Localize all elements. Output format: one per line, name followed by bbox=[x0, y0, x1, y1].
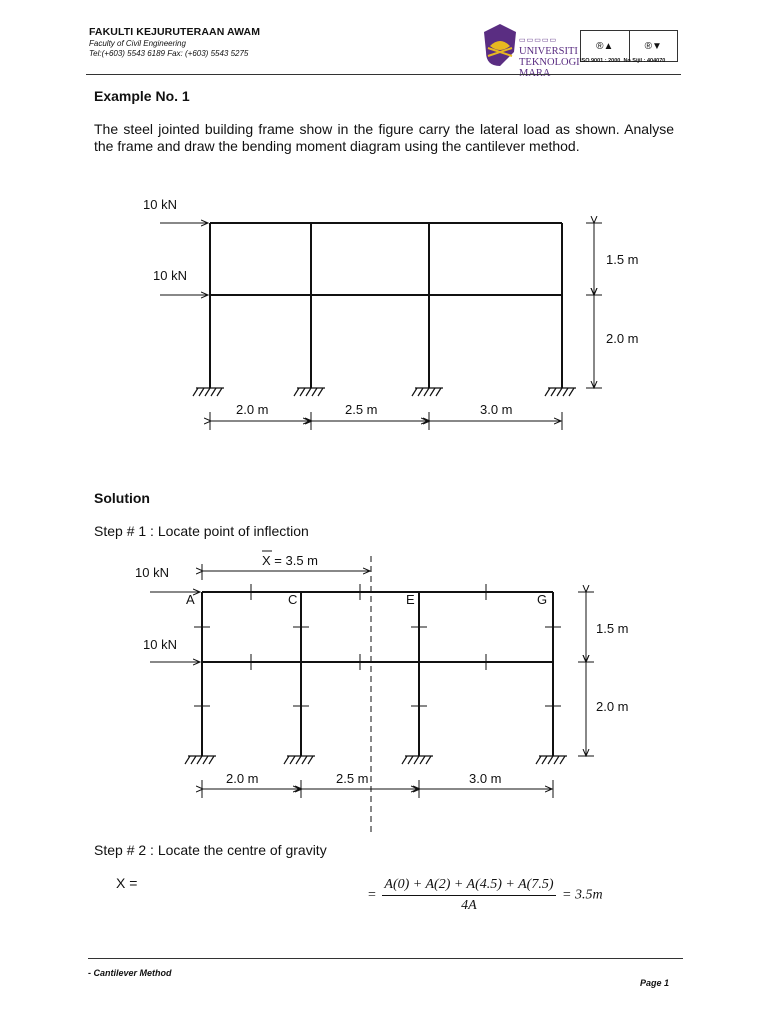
load-label-top: 10 kN bbox=[135, 565, 169, 580]
xbar-label: X = 3.5 m bbox=[262, 553, 318, 568]
load-label-mid: 10 kN bbox=[143, 637, 177, 652]
step-2-text: Step # 2 : Locate the centre of gravity bbox=[94, 842, 327, 858]
span-label-2: 2.5 m bbox=[345, 402, 378, 417]
frame-figure bbox=[0, 0, 768, 480]
node-e-label: E bbox=[406, 592, 415, 607]
span-label-3: 3.0 m bbox=[469, 771, 502, 786]
load-label-top: 10 kN bbox=[143, 197, 177, 212]
fixed-support-icon bbox=[193, 388, 576, 396]
height-label-bottom: 2.0 m bbox=[606, 331, 639, 346]
inflection-marks bbox=[194, 584, 561, 706]
iso-certificate: ISO 9001 : 2000 No Sijil : 404070 bbox=[580, 58, 666, 64]
inflection-figure bbox=[0, 540, 768, 840]
step-1-text: Step # 1 : Locate point of inflection bbox=[94, 523, 309, 539]
span-label-1: 2.0 m bbox=[226, 771, 259, 786]
registered-mark-icon: ®▼ bbox=[644, 40, 662, 52]
formula-result: = 3.5m bbox=[562, 887, 603, 903]
formula-denominator: 4A bbox=[461, 898, 477, 913]
faculty-subtitle: Faculty of Civil Engineering bbox=[89, 39, 186, 48]
centroid-formula: = $\frac{A(0) + A(2) + A(4.5) + A(7.5)}{4A}$ = 3.5m bbox=[368, 877, 603, 913]
solution-heading: Solution bbox=[94, 490, 150, 506]
university-name: ▭▭▭▭▭ UNIVERSITI TEKNOLOGI MARA bbox=[519, 36, 580, 79]
contact-line: Tel:(+603) 5543 6189 Fax: (+603) 5543 5275 bbox=[89, 49, 249, 58]
node-a-label: A bbox=[186, 592, 195, 607]
page-number: Page 1 bbox=[640, 978, 670, 988]
height-label-top: 1.5 m bbox=[596, 621, 629, 636]
xbar-equation-label: X = bbox=[116, 875, 138, 891]
height-label-bottom: 2.0 m bbox=[596, 699, 629, 714]
faculty-title: FAKULTI KEJURUTERAAN AWAM bbox=[89, 26, 261, 38]
footer-divider bbox=[88, 958, 683, 959]
registered-mark-icon: ®▲ bbox=[581, 31, 630, 61]
load-label-mid: 10 kN bbox=[153, 268, 187, 283]
formula-numerator: A(0) + A(2) + A(4.5) + A(7.5) bbox=[382, 877, 555, 896]
node-g-label: G bbox=[537, 592, 548, 607]
span-label-1: 2.0 m bbox=[236, 402, 269, 417]
node-c-label: C bbox=[288, 592, 298, 607]
height-label-top: 1.5 m bbox=[606, 252, 639, 267]
fixed-support-icon bbox=[185, 756, 567, 764]
example-title: Example No. 1 bbox=[94, 88, 190, 104]
span-label-2: 2.5 m bbox=[336, 771, 369, 786]
footer-section-title: - Cantilever Method bbox=[88, 968, 172, 978]
span-label-3: 3.0 m bbox=[480, 402, 513, 417]
problem-statement: The steel jointed building frame show in the figure carry the lateral load as shown. Analyse the frame and draw the bending moment diagram using the cantilever method. bbox=[94, 121, 674, 154]
